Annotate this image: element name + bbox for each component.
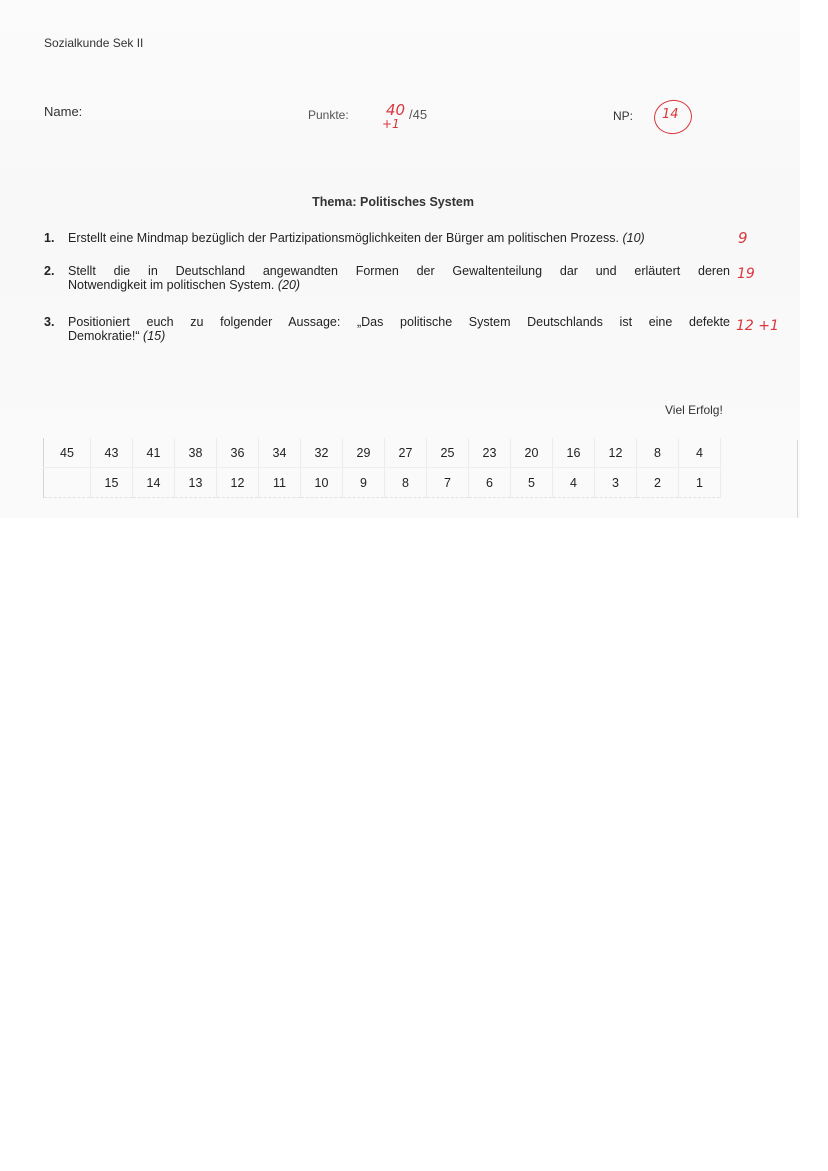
note-cell: 14 [133,468,175,498]
task-2-number: 2. [44,264,55,278]
note-cell: 6 [469,468,511,498]
task-3-points: (15) [143,329,166,343]
note-cell: 15 [91,468,133,498]
topic-heading: Thema: Politisches System [312,195,474,209]
points-cell: 12 [595,438,637,468]
note-cell: 13 [175,468,217,498]
points-cell: 25 [427,438,469,468]
points-cell: 27 [385,438,427,468]
grade-table [43,438,721,498]
closing-wish: Viel Erfolg! [665,403,723,417]
task-3-text-line2: Demokratie!“ [68,329,140,343]
task-2 [44,264,730,292]
task-1-points: (10) [622,231,645,245]
task-3-number: 3. [44,315,55,329]
task-3 [44,315,730,343]
task-1 [44,231,730,245]
task-1-number: 1. [44,231,55,245]
points-cell: 20 [511,438,553,468]
note-cell: 8 [385,468,427,498]
task-2-text-line2: Notwendigkeit im politischen System. [68,278,275,292]
points-cell: 43 [91,438,133,468]
grade-table-notes-row [44,468,721,498]
note-cell: 1 [679,468,721,498]
np-label: NP: [613,109,634,123]
note-cell: 9 [343,468,385,498]
handwritten-bonus: +1 [382,117,400,131]
task-2-text-line1: Stellt die in Deutschland angewandten Formen der Gewaltenteilung dar und erläutert deren [68,264,730,278]
points-cell: 34 [259,438,301,468]
points-cell: 29 [343,438,385,468]
note-cell [44,468,91,498]
points-cell: 4 [679,438,721,468]
note-cell: 7 [427,468,469,498]
note-cell: 4 [553,468,595,498]
note-cell: 2 [637,468,679,498]
task-1-grade: 9 [738,229,748,247]
handwritten-score: 40 [386,101,406,119]
points-cell: 38 [175,438,217,468]
task-3-grade: 12 +1 [736,318,779,334]
note-cell: 11 [259,468,301,498]
grade-table-points-row [44,438,721,468]
points-max: /45 [409,107,428,122]
points-label: Punkte: [308,108,349,122]
points-cell: 36 [217,438,259,468]
points-cell: 32 [301,438,343,468]
note-cell: 5 [511,468,553,498]
task-2-grade: 19 [737,266,755,282]
handwritten-np-value: 14 [662,107,679,122]
task-3-text-line1: Positioniert euch zu folgender Aussage: „Das politische System Deutschlands ist eine defekte [68,315,730,329]
note-cell: 12 [217,468,259,498]
name-label: Name: [44,104,83,119]
task-2-points: (20) [277,278,301,292]
course-title: Sozialkunde Sek II [44,36,144,50]
points-cell: 16 [553,438,595,468]
points-cell: 23 [469,438,511,468]
note-cell: 3 [595,468,637,498]
points-cell: 41 [133,438,175,468]
task-1-text: Erstellt eine Mindmap bezüglich der Partizipationsmöglichkeiten der Bürger am politischen Prozess. [68,231,619,245]
note-cell: 10 [301,468,343,498]
points-cell: 45 [44,438,91,468]
points-cell: 8 [637,438,679,468]
scan-edge-line [797,440,798,518]
